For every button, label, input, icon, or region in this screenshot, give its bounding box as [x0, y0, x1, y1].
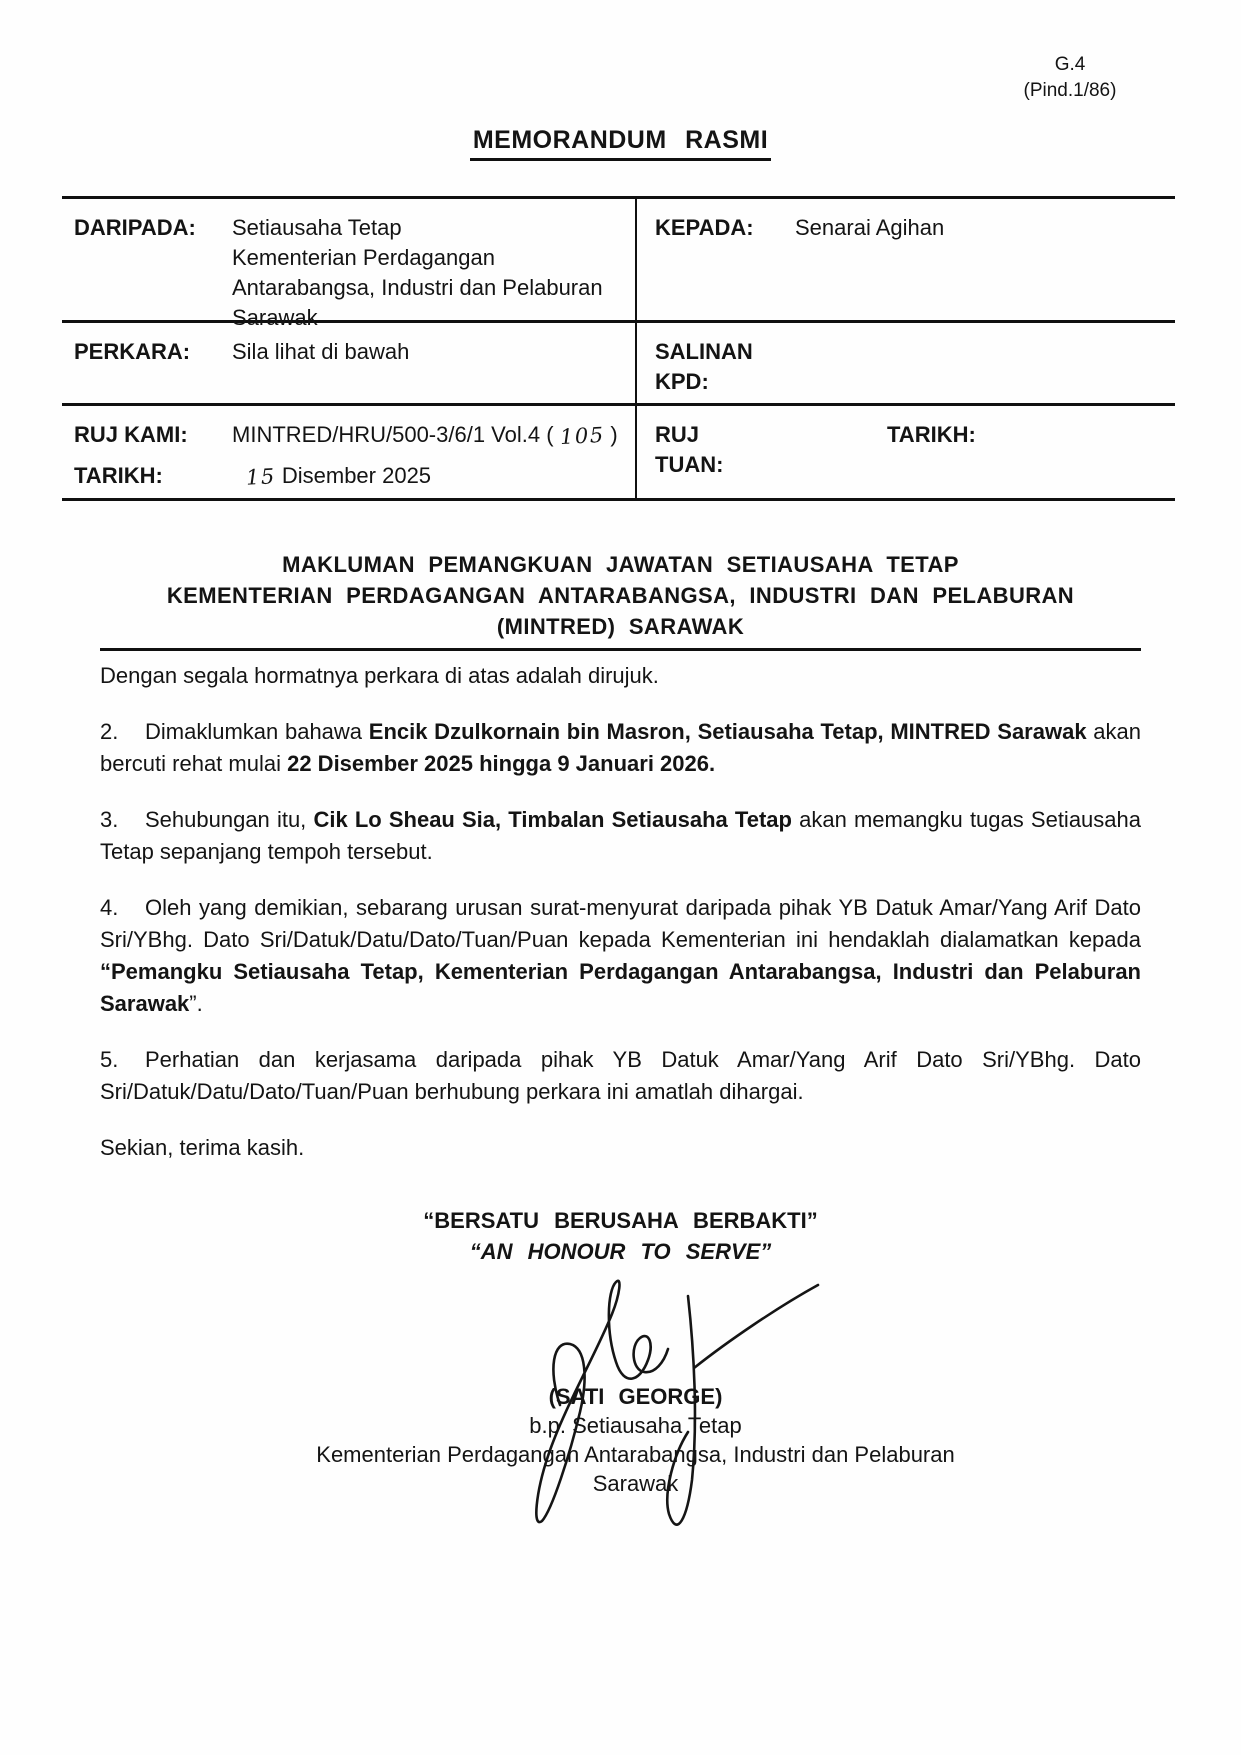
- ruj-tuan-label: [655, 420, 887, 498]
- ruj-kami-ref-close: ): [610, 422, 618, 447]
- title-wrap: [0, 126, 1241, 161]
- closing-line: Sekian, terima kasih.: [100, 1135, 305, 1160]
- ruj-kami-label: RUJ KAMI:: [74, 422, 188, 447]
- salinan-label-line-2: KPD:: [655, 369, 709, 394]
- salinan-cell: [635, 323, 1175, 403]
- paragraph-2: [100, 716, 1141, 780]
- ruj-tuan-label-line-2: TUAN:: [655, 452, 724, 477]
- daripada-line-3: Antarabangsa, Industri dan Pelaburan: [232, 275, 603, 300]
- subject-underline: [100, 648, 1141, 651]
- motto-block: [0, 1205, 1241, 1267]
- paragraph-2-number: 2.: [100, 719, 119, 744]
- paragraph-2-text: Dimaklumkan bahawa: [145, 719, 369, 744]
- form-revision: (Pind.1/86): [1023, 80, 1117, 101]
- paragraph-4-text: Oleh yang demikian, sebarang urusan surat-menyurat daripada pihak YB Datuk Amar/Yang Arif Dato Sri/YBhg. Dato Sri/Datuk/Datu/Dato/Tuan/Puan kepada Kementerian ini hendaklah dialamatkan kepada: [100, 895, 1141, 952]
- tarikh-handwritten-day: 15: [245, 463, 277, 490]
- paragraph-5-text: Perhatian dan kerjasama daripada pihak YB Datuk Amar/Yang Arif Dato Sri/YBhg. Dato Sri/Datuk/Datu/Dato/Tuan/Puan berhubung perkara ini amatlah dihargai.: [100, 1047, 1141, 1104]
- ruj-kami-grid: [74, 420, 627, 498]
- paragraph-3-text: Sehubungan itu,: [145, 807, 314, 832]
- form-code-block: [985, 52, 1155, 104]
- signatory-per: b.p. Setiausaha Tetap: [529, 1413, 742, 1438]
- ruj-kami-ref: MINTRED/HRU/500-3/6/1 Vol.4 (: [232, 422, 554, 447]
- perkara-value: Sila lihat di bawah: [232, 339, 410, 364]
- daripada-cell: [62, 199, 635, 330]
- salinan-label: [655, 337, 753, 403]
- salinan-label-line-1: SALINAN: [655, 339, 753, 364]
- kepada-label: KEPADA:: [655, 215, 754, 240]
- subject-heading: [100, 549, 1141, 651]
- motto-line-english: “AN HONOUR TO SERVE”: [469, 1239, 772, 1264]
- ruj-kami-cell: [62, 406, 635, 498]
- perkara-cell: [62, 323, 635, 403]
- paragraph-5-number: 5.: [100, 1047, 119, 1072]
- paragraph-2-bold-dates: 22 Disember 2025 hingga 9 Januari 2026.: [287, 751, 716, 776]
- paragraph-4: [100, 892, 1141, 1020]
- paragraph-5: [100, 1044, 1141, 1108]
- signatory-location: Sarawak: [592, 1471, 679, 1496]
- signatory-name: (SATI GEORGE): [548, 1384, 723, 1409]
- perkara-label: PERKARA:: [74, 339, 191, 364]
- signatory-org: Kementerian Perdagangan Antarabangsa, Industri dan Pelaburan: [316, 1442, 955, 1467]
- form-code: G.4: [1054, 54, 1086, 75]
- daripada-line-4: Sarawak: [232, 305, 318, 330]
- kepada-value: Senarai Agihan: [795, 215, 945, 240]
- table-row-ruj-tarikh: [62, 406, 1175, 501]
- paragraph-3-number: 3.: [100, 807, 119, 832]
- paragraph-4-bold-address: “Pemangku Setiausaha Tetap, Kementerian Perdagangan Antarabangsa, Industri dan Pelaburan Sarawak: [100, 959, 1141, 1016]
- tarikh-tuan-label: TARIKH:: [887, 422, 976, 447]
- paragraph-2-text-2: akan bercuti rehat mulai: [100, 719, 1141, 776]
- paragraph-3-text-2: akan memangku tugas Setiausaha Tetap sepanjang tempoh tersebut.: [100, 807, 1141, 864]
- paragraph-2-bold-name: Encik Dzulkornain bin Masron, Setiausaha Tetap, MINTRED Sarawak: [368, 719, 1087, 744]
- ruj-kami-value: [232, 420, 627, 458]
- memo-title: MEMORANDUM RASMI: [470, 126, 771, 161]
- paragraph-1: Dengan segala hormatnya perkara di atas adalah dirujuk.: [100, 663, 659, 688]
- tarikh-value: [232, 461, 627, 499]
- daripada-line-2: Kementerian Perdagangan: [232, 245, 495, 270]
- tarikh-label: TARIKH:: [74, 462, 163, 488]
- ruj-kami-handwritten-number: 105: [559, 422, 605, 450]
- motto-line-malay: “BERSATU BERUSAHA BERBAKTI”: [423, 1208, 818, 1233]
- table-row-perkara-salinan: [62, 323, 1175, 406]
- memo-header-table: [62, 196, 1175, 501]
- memo-body: [100, 660, 1141, 1188]
- paragraph-3: [100, 804, 1141, 868]
- subject-line-2: KEMENTERIAN PERDAGANGAN ANTARABANGSA, INDUSTRI DAN PELABURAN: [166, 583, 1075, 608]
- paragraph-4-number: 4.: [100, 895, 119, 920]
- daripada-line-1: Setiausaha Tetap: [232, 215, 402, 240]
- ruj-tuan-label-line-1: RUJ: [655, 422, 700, 447]
- ruj-tuan-cell: [635, 406, 1175, 498]
- ruj-tuan-row: [655, 420, 1167, 498]
- daripada-value: [232, 213, 627, 330]
- subject-line-3: (MINTRED) SARAWAK: [496, 614, 745, 639]
- paragraph-3-bold-name: Cik Lo Sheau Sia, Timbalan Setiausaha Tetap: [313, 807, 792, 832]
- tarikh-month-year: Disember 2025: [281, 462, 432, 488]
- paragraph-4-text-2: ”.: [189, 991, 203, 1016]
- table-row-daripada-kepada: [62, 199, 1175, 330]
- signature-block: [30, 1382, 1241, 1498]
- kepada-cell: [635, 199, 1175, 320]
- daripada-label: DARIPADA:: [74, 215, 196, 240]
- subject-line-1: MAKLUMAN PEMANGKUAN JAWATAN SETIAUSAHA TETAP: [282, 552, 959, 577]
